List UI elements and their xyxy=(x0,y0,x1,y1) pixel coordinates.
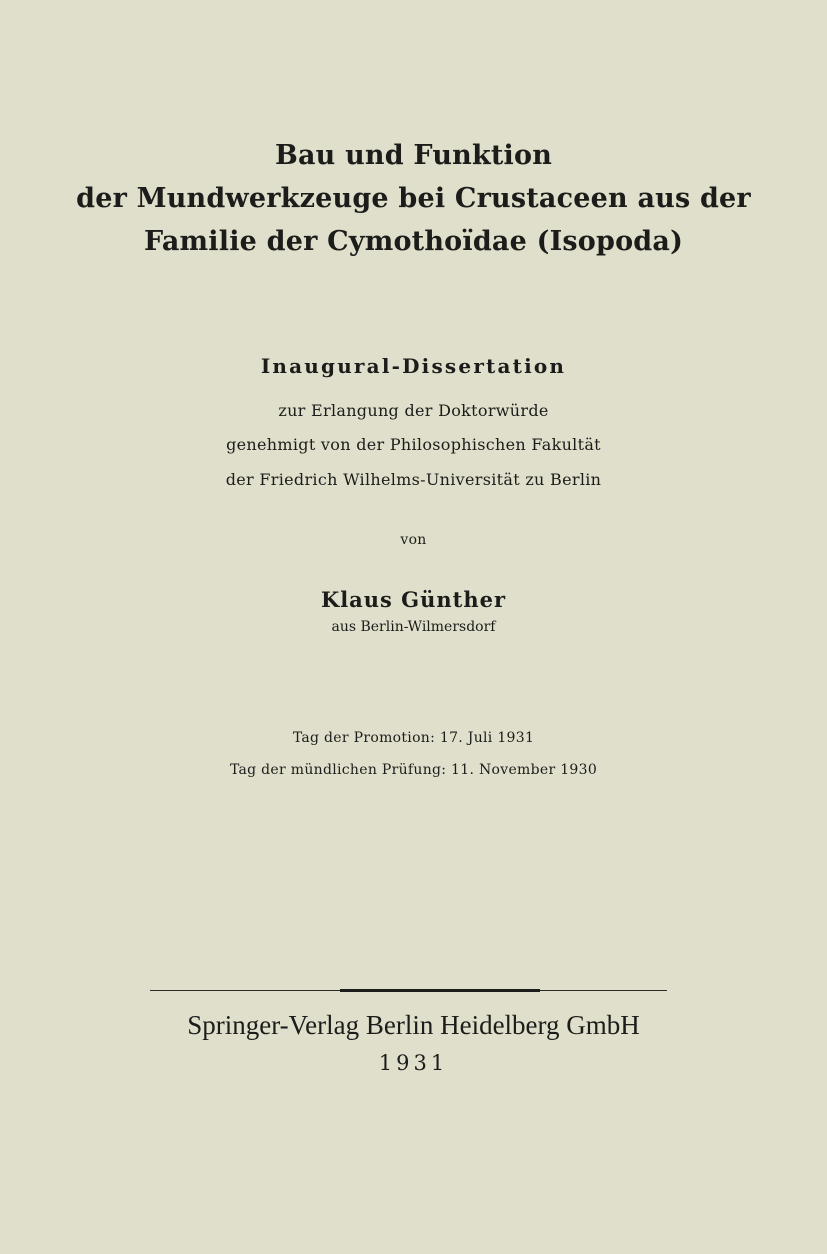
dissertation-line-1: zur Erlangung der Doktorwürde xyxy=(278,401,549,420)
title-line-2: der Mundwerkzeuge bei Crustaceen aus der xyxy=(76,183,751,214)
dissertation-heading: Inaugural-Dissertation xyxy=(260,354,567,378)
by-label: von xyxy=(400,532,427,548)
rule-thick-line xyxy=(340,989,540,992)
publication-year: 1931 xyxy=(378,1051,449,1075)
publisher-name: Springer-Verlag Berlin Heidelberg GmbH xyxy=(187,1010,640,1040)
author-origin: aus Berlin-Wilmersdorf xyxy=(331,619,496,635)
dissertation-line-3: der Friedrich Wilhelms-Universität zu Berlin xyxy=(225,470,602,489)
promotion-date: Tag der Promotion: 17. Juli 1931 xyxy=(292,730,535,746)
exam-date: Tag der mündlichen Prüfung: 11. November 1930 xyxy=(229,762,598,778)
title-line-1: Bau und Funktion xyxy=(274,140,553,171)
author-name: Klaus Günther xyxy=(320,587,507,612)
title-line-3: Familie der Cymothoïdae (Isopoda) xyxy=(143,226,684,257)
dissertation-line-2: genehmigt von der Philosophischen Fakultät xyxy=(226,435,601,454)
publisher-rule xyxy=(150,989,667,993)
